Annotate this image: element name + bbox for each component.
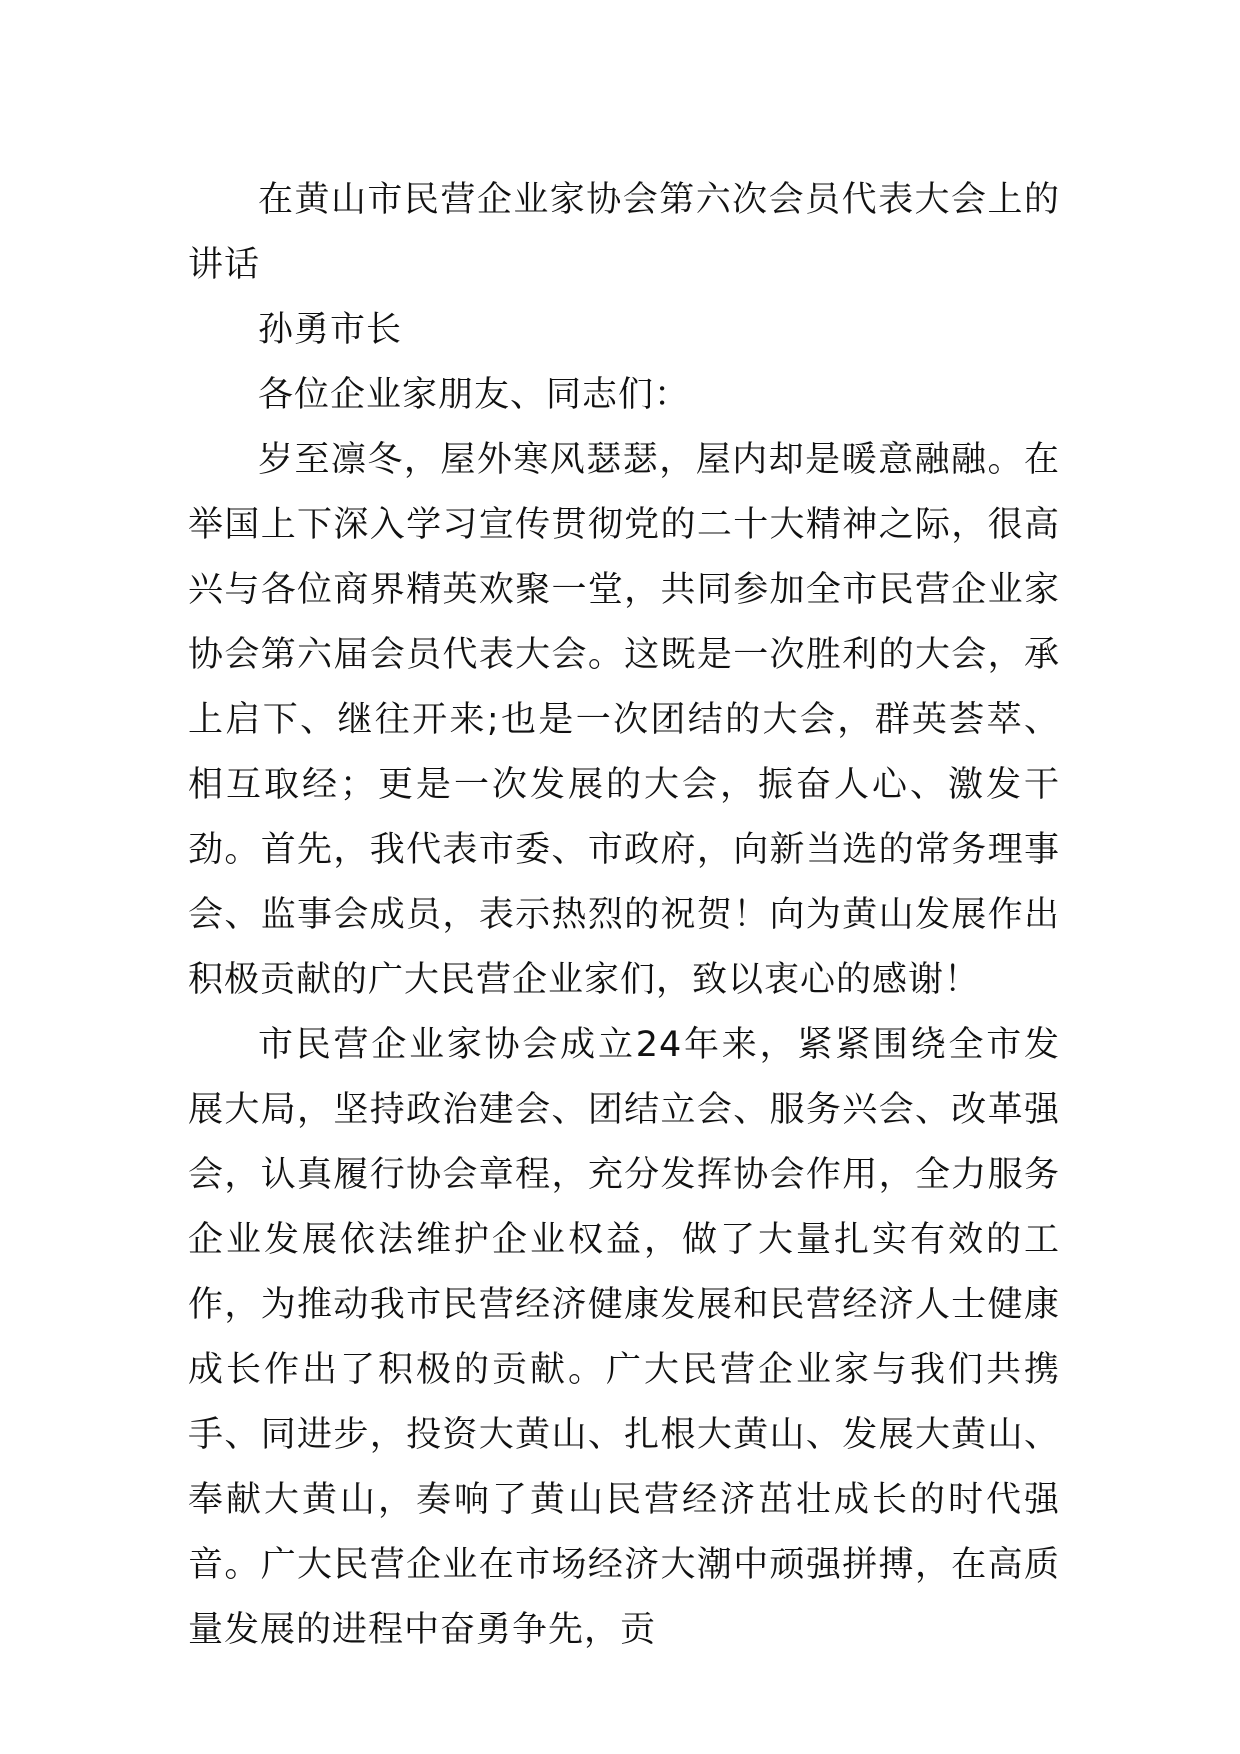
document-title: 在黄山市民营企业家协会第六次会员代表大会上的讲话 <box>188 180 1060 285</box>
speaker-line: 孙勇市长 <box>258 310 403 350</box>
body-paragraph: 市民营企业家协会成立24年来，紧紧围绕全市发展大局，坚持政治建会、团结立会、服务兴会、改革强会，认真履行协会章程，充分发挥协会作用，全力服务企业发展依法维护企业权益，做了大量扎实有效的工作，为推动我市民营经济健康发展和民营经济人士健康成长作出了积极的贡献。广大民营企业家与我们共携手、同进步，投资大黄山、扎根大黄山、发展大黄山、奉献大黄山，奏响了黄山民营经济茁壮成长的时代强音。广大民营企业在市场经济大潮中顽强拼搏，在高质量发展的进程中奋勇争先，贡 <box>188 1025 1060 1650</box>
salutation: 各位企业家朋友、同志们： <box>258 375 691 415</box>
document-body <box>188 168 1060 1663</box>
body-paragraph: 岁至凛冬，屋外寒风瑟瑟，屋内却是暖意融融。在举国上下深入学习宣传贯彻党的二十大精神之际，很高兴与各位商界精英欢聚一堂，共同参加全市民营企业家协会第六届会员代表大会。这既是一次胜利的大会，承上启下、继往开来;也是一次团结的大会，群英荟萃、相互取经；更是一次发展的大会，振奋人心、激发干劲。首先，我代表市委、市政府，向新当选的常务理事会、监事会成员，表示热烈的祝贺！向为黄山发展作出积极贡献的广大民营企业家们，致以衷心的感谢！ <box>188 440 1060 1000</box>
